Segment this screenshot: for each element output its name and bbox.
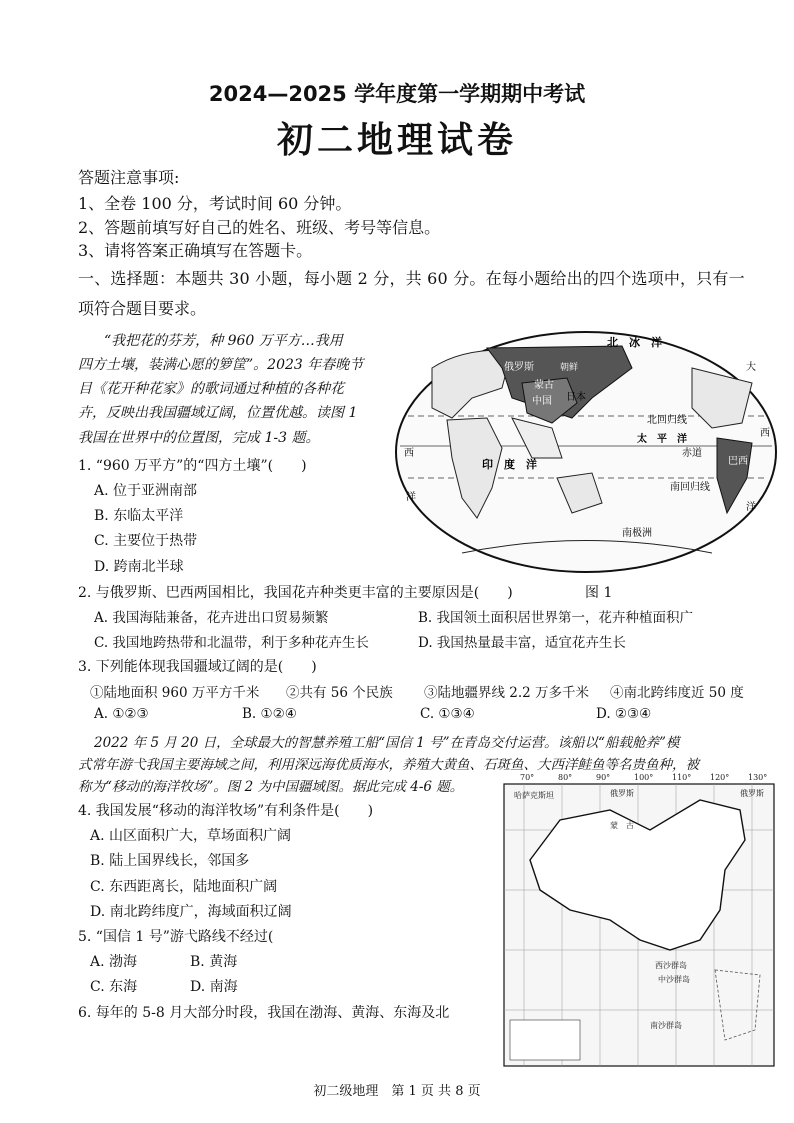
- yang-label-right: 洋: [746, 502, 756, 513]
- xisha-label: 西沙群岛: [655, 961, 687, 970]
- q2-option-d: D. 我国热量最丰富，适宜花卉生长: [418, 635, 626, 651]
- west-label-left: 西: [404, 448, 414, 459]
- lon-tick: 120°: [710, 773, 730, 782]
- china-map-figure: [500, 770, 780, 1070]
- section-heading: 一、选择题：本题共 30 小题，每小题 2 分，共 60 分。在每小题给出的四个选项中，只有一: [78, 269, 745, 288]
- q1-option-d: D. 跨南北半球: [94, 559, 184, 575]
- q1-option-c: C. 主要位于热带: [94, 533, 198, 549]
- japan-label: 日本: [566, 392, 586, 403]
- da-label: 大: [746, 362, 756, 373]
- section-heading-cont: 项符合题目要求。: [78, 299, 207, 318]
- question-5-stem: 5. “国信 1 号”游弋路线不经过(: [78, 929, 274, 945]
- figure-1-caption: 图 1: [585, 585, 613, 601]
- q2-option-a: A. 我国海陆兼备，花卉进出口贸易频繁: [94, 610, 329, 626]
- q3-statement-2: ②共有 56 个民族: [286, 685, 393, 701]
- q3-statement-4: ④南北跨纬度近 50 度: [610, 685, 744, 701]
- pacific-label: 太 平 洋: [637, 434, 687, 445]
- q5-option-b: B. 黄海: [190, 954, 238, 970]
- q4-option-d: D. 南北跨纬度广，海域面积辽阔: [90, 904, 292, 920]
- zhongsha-label: 中沙群岛: [658, 975, 690, 984]
- north-korea-label: 朝鲜: [560, 363, 579, 373]
- mongolia-label-cn: 蒙 古: [610, 821, 634, 830]
- intro2-line: 式常年游弋我国主要海域之间，利用深远海优质海水，养殖大黄鱼、石斑鱼、大西洋鲑鱼等名贵鱼种，被: [78, 757, 699, 773]
- q3-statement-3: ③陆地疆界线 2.2 万多千米: [424, 685, 590, 701]
- tropic-capricorn-label: 南回归线: [670, 482, 710, 493]
- intro2-line: 称为“移动的海洋牧场”。图 2 为中国疆域图。据此完成 4-6 题。: [78, 779, 464, 795]
- lon-tick: 110°: [672, 773, 692, 782]
- kazakhstan-label: 哈萨克斯坦: [514, 791, 554, 800]
- note-item: 1、全卷 100 分，考试时间 60 分钟。: [78, 194, 352, 213]
- intro2-line: 2022 年 5 月 20 日，全球最大的智慧养殖工船“国信 1 号”在青岛交付运营。该船以“船载舱养”模: [94, 735, 680, 751]
- intro-line: 目《花开种花家》的歌词通过种植的各种花: [78, 381, 344, 397]
- q3-option-d: D. ②③④: [596, 706, 652, 722]
- china-label: 中国: [532, 396, 552, 407]
- q4-option-a: A. 山区面积广大，草场面积广阔: [90, 828, 292, 844]
- mongolia-label: 蒙古: [534, 380, 554, 391]
- q1-option-b: B. 东临太平洋: [94, 508, 184, 524]
- russia-label-cn-2: 俄罗斯: [740, 789, 764, 798]
- russia-label-cn: 俄罗斯: [610, 789, 634, 798]
- indian-ocean-label: 印 度 洋: [482, 458, 537, 471]
- intro-line: 我国在世界中的位置图，完成 1-3 题。: [78, 430, 320, 446]
- intro-line: “我把花的芬芳，种 960 万平方…我用: [104, 333, 343, 349]
- question-1-stem: 1. “960 万平方”的“四方土壤”( ): [78, 458, 307, 474]
- q3-option-b: B. ①②④: [242, 706, 297, 722]
- lon-tick: 70°: [520, 773, 535, 782]
- q4-option-b: B. 陆上国界线长，邻国多: [90, 853, 250, 869]
- lon-tick: 90°: [596, 773, 611, 782]
- question-2-stem: 2. 与俄罗斯、巴西两国相比，我国花卉种类更丰富的主要原因是( ): [78, 585, 513, 601]
- brazil-label: 巴西: [728, 456, 748, 467]
- intro-line: 四方土壤，装满心愿的箩筐”。2023 年春晚节: [78, 357, 364, 373]
- notes-heading: 答题注意事项:: [78, 168, 180, 187]
- equator-label: 赤道: [682, 448, 702, 459]
- q2-option-b: B. 我国领土面积居世界第一，花卉种植面积广: [418, 610, 694, 626]
- q1-option-a: A. 位于亚洲南部: [94, 483, 198, 499]
- yang-label-left: 洋: [406, 492, 416, 503]
- exam-subtitle: 初二地理试卷: [276, 119, 517, 161]
- note-item: 2、答题前填写好自己的姓名、班级、考号等信息。: [78, 218, 441, 237]
- q5-option-a: A. 渤海: [90, 954, 138, 970]
- exam-title: 2024—2025 学年度第一学期期中考试: [208, 82, 586, 106]
- nansha-label: 南沙群岛: [650, 1021, 682, 1030]
- q5-option-d: D. 南海: [190, 979, 238, 995]
- question-6-stem: 6. 每年的 5-8 月大部分时段，我国在渤海、黄海、东海及北: [78, 1005, 450, 1021]
- intro-line: 卉，反映出我国疆域辽阔，位置优越。读图 1: [78, 405, 358, 421]
- arctic-ocean-label: 北 冰 洋: [607, 336, 662, 349]
- antarctica-label: 南极洲: [622, 528, 652, 539]
- page-footer: 初二级地理 第 1 页 共 8 页: [313, 1084, 481, 1099]
- q2-option-c: C. 我国地跨热带和北温带，利于多种花卉生长: [94, 635, 369, 651]
- question-4-stem: 4. 我国发展“移动的海洋牧场”有利条件是( ): [78, 803, 374, 819]
- russia-label: 俄罗斯: [504, 362, 534, 373]
- question-3-stem: 3. 下列能体现我国疆域辽阔的是( ): [78, 659, 317, 675]
- q3-option-a: A. ①②③: [94, 706, 149, 722]
- lon-tick: 80°: [558, 773, 573, 782]
- lon-tick: 130°: [748, 773, 768, 782]
- note-item: 3、请将答案正确填写在答题卡。: [78, 241, 313, 260]
- world-map-figure: [392, 328, 780, 576]
- map-legend: [510, 1020, 580, 1060]
- lon-tick: 100°: [634, 773, 654, 782]
- q3-option-c: C. ①③④: [420, 706, 475, 722]
- q4-option-c: C. 东西距离长，陆地面积广阔: [90, 879, 278, 895]
- q5-option-c: C. 东海: [90, 979, 138, 995]
- tropic-cancer-label: 北回归线: [647, 415, 687, 426]
- q3-statement-1: ①陆地面积 960 万平方千米: [90, 685, 260, 701]
- west-label-right: 西: [760, 428, 770, 439]
